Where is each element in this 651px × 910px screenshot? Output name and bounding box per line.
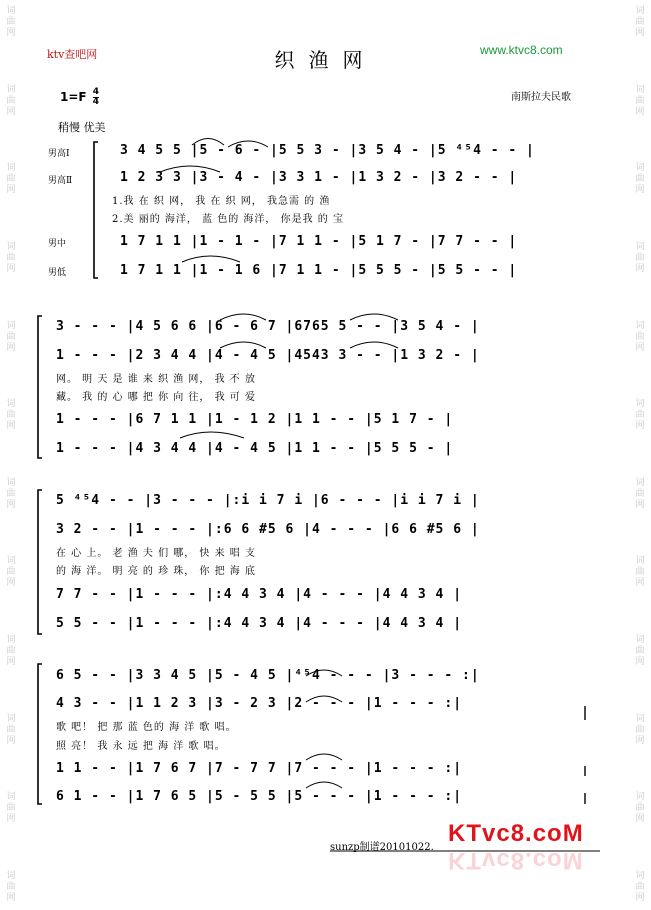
- voice-label-tenor2: 男高Ⅱ: [48, 176, 73, 186]
- system-1-voice-4: 1 7 1 1 |1 - 1 6 |7 1 1 - |5 5 5 - |5 5 - - |: [120, 263, 518, 278]
- system-3-voice-1: 5 ⁴⁵4 - - |3 - - - |:i i 7 i |6 - - - |i i 7 i |: [56, 493, 480, 508]
- watermark-text: 词 曲 网: [635, 6, 645, 38]
- watermark-text: 词 曲 网: [6, 84, 16, 117]
- site-logo[interactable]: KTvc8.coM: [448, 820, 584, 847]
- time-sig-top: 4: [92, 87, 100, 97]
- system-3-lyric-1: 在 心 上。 老 渔 夫 们 哪， 快 来 唱 支: [56, 548, 256, 559]
- watermark-text: 词 曲 网: [635, 241, 645, 274]
- system-1-voice-3: 1 7 1 1 |1 - 1 - |7 1 1 - |5 1 7 - |7 7 - - |: [120, 234, 518, 249]
- voice-label-bass: 男低: [48, 268, 67, 278]
- system-2-voice-4: 1 - - - |4 3 4 4 |4 - 4 5 |1 1 - - |5 5 5 - |: [56, 441, 454, 456]
- watermark-text: 词 曲 网: [635, 556, 645, 589]
- system-4-lyric-1: 歌 吧！ 把 那 蓝 色的 海 洋 歌 唱。: [56, 722, 237, 733]
- watermark-text: 词 曲 网: [635, 713, 645, 746]
- watermark-text: 词 曲 网: [635, 792, 645, 825]
- watermark-text: 词 曲 网: [6, 163, 16, 196]
- watermark-text: 词 曲 网: [635, 399, 645, 432]
- watermark-text: 词 曲 网: [635, 635, 645, 667]
- system-3-voice-4: 5 5 - - |1 - - - |:4 4 3 4 |4 - - - |4 4 3 4 |: [56, 616, 463, 631]
- watermark-text: 词 曲 网: [6, 241, 16, 274]
- watermark-text: 词 曲 网: [6, 556, 16, 589]
- system-4-voice-1: 6 5 - - |3 3 4 5 |5 - 4 5 |⁴⁵4 - - - |3 - - - :|: [56, 668, 480, 683]
- system-1-voice-1: 3 4 5 5 |5 - 6 - |5 5 3 - |3 5 4 - |5 ⁴⁵4 - - |: [120, 143, 535, 158]
- system-4-voice-4: 6 1 - - |1 7 6 5 |5 - 5 5 |5 - - - |1 - - - :|: [56, 789, 463, 804]
- watermark-text: 词 曲 网: [6, 320, 16, 353]
- watermark-text: 词 曲 网: [6, 870, 16, 903]
- watermark-text: 词 曲 网: [635, 477, 645, 510]
- watermark-text: 词 曲 网: [635, 870, 645, 903]
- time-sig-bottom: 4: [92, 97, 100, 107]
- system-1-lyric-1: 1.我 在 织 网， 我 在 织 网， 我急需 的 渔: [112, 196, 331, 207]
- system-2-voice-2: 1 - - - |2 3 4 4 |4 - 4 5 |4543 3 - - |1 3 2 - |: [56, 348, 480, 363]
- system-4-voice-3: 1 1 - - |1 7 6 7 |7 - 7 7 |7 - - - |1 - - - :|: [56, 761, 463, 776]
- watermark-text: 词 曲 网: [6, 6, 16, 38]
- watermark-text: 词 曲 网: [635, 163, 645, 196]
- system-4-lyric-2: 照 亮！ 我 永 远 把 海 洋 歌 唱。: [56, 741, 226, 752]
- system-2-lyric-1: 网。 明 天 是 谁 来 织 渔 网， 我 不 放: [56, 374, 256, 385]
- song-origin: 南斯拉夫民歌: [511, 92, 571, 103]
- system-1-voice-2: 1 2 3 3 |3 - 4 - |3 3 1 - |1 3 2 - |3 2 - - |: [120, 170, 518, 185]
- watermark-text: 词 曲 网: [635, 320, 645, 353]
- voice-label-baritone: 男中: [48, 239, 67, 249]
- song-title: 织渔网: [274, 48, 377, 72]
- system-3-lyric-2: 的 海 洋。 明 亮 的 珍 珠， 你 把 海 底: [56, 566, 256, 577]
- watermark-text: 词 曲 网: [635, 84, 645, 117]
- tempo-marking: 稍慢 优美: [58, 121, 106, 134]
- watermark-text: 词 曲 网: [6, 477, 16, 510]
- watermark-text: 词 曲 网: [6, 792, 16, 825]
- site-name-left[interactable]: ktv查吧网: [47, 48, 98, 61]
- site-url-right[interactable]: www.ktvc8.com: [480, 43, 563, 57]
- system-3-voice-3: 7 7 - - |1 - - - |:4 4 3 4 |4 - - - |4 4 3 4 |: [56, 587, 463, 602]
- system-2-voice-1: 3 - - - |4 5 6 6 |6 - 6 7 |6765 5 - - |3 5 4 - |: [56, 319, 480, 334]
- site-logo-reflection: KTvc8.coM: [448, 847, 584, 874]
- system-1-lyric-2: 2.美 丽的 海洋， 蓝 色的 海洋， 你是我 的 宝: [112, 214, 344, 225]
- system-2-lyric-2: 藏。 我 的 心 哪 把 你 向 往， 我 可 爱: [56, 392, 256, 403]
- watermark-text: 词 曲 网: [6, 399, 16, 432]
- system-4-voice-2: 4 3 - - |1 1 2 3 |3 - 2 3 |2 - - - |1 - - - :|: [56, 696, 463, 711]
- watermark-text: 词 曲 网: [6, 713, 16, 746]
- system-2-voice-3: 1 - - - |6 7 1 1 |1 - 1 2 |1 1 - - |5 1 7 - |: [56, 412, 454, 427]
- key-label: 1=F: [60, 90, 87, 104]
- system-3-voice-2: 3 2 - - |1 - - - |:6 6 #5 6 |4 - - - |6 6 #5 6 |: [56, 522, 480, 537]
- voice-label-tenor1: 男高Ⅰ: [48, 149, 70, 159]
- transcriber-credit: sunzp制谱20101022.: [330, 842, 434, 853]
- watermark-text: 词 曲 网: [6, 635, 16, 667]
